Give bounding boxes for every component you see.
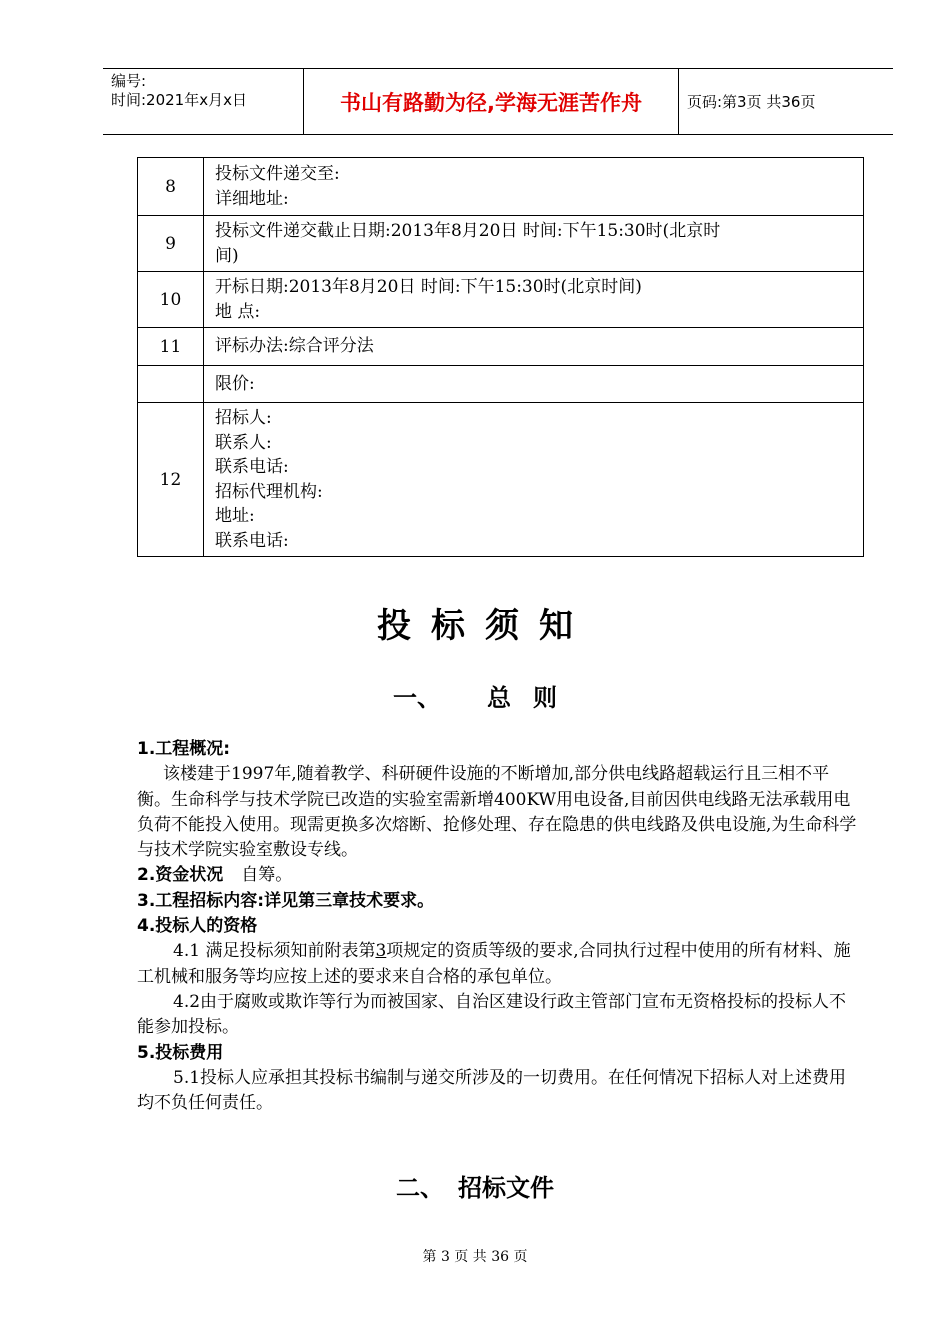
row-line: 开标日期:2013年8月20日 时间:下午15:30时(北京时间) (215, 277, 642, 297)
row-content (204, 403, 864, 557)
paragraph-text: 4.1 满足投标须知前附表第 (173, 941, 376, 962)
section-title-part: 总 (487, 683, 511, 712)
clause-heading: 3.工程招标内容:详见第三章技术要求。 (137, 890, 435, 911)
row-line: 地 点: (215, 301, 261, 322)
row-content (204, 272, 864, 328)
header-time: 时间:2021年x月x日 (111, 91, 247, 109)
header-meta (111, 72, 247, 110)
paragraph-text: 项规定的资质等级的要求,合同执行过程中使用的所有材料、施工机械和服务等均应按上述的要求来自合格的承包单位。 (137, 941, 851, 987)
paragraph: 该楼建于1997年,随着教学、科研硬件设施的不断增加,部分供电线路超载运行且三相不平衡。生命科学与技术学院已改造的实验室需新增400KW用电设备,目前因供电线路无法承载用电负荷不能投入使用。现需更换多次熔断、抢修处理、存在隐患的供电线路及供电设施,为生命科学与技术学院实验室敷设专线。 (137, 764, 857, 861)
tender-info-table (137, 157, 864, 557)
row-content (204, 328, 864, 366)
section-title-part: 则 (533, 683, 557, 712)
clause-heading: 4.投标人的资格 (137, 916, 258, 937)
row-line: 限价: (215, 373, 255, 394)
row-line: 招标人: (215, 408, 272, 428)
section-number: 一、 (393, 683, 441, 712)
table-row (138, 158, 864, 216)
paragraph (137, 939, 862, 990)
underlined-reference: 3 (375, 941, 387, 962)
row-number: 9 (138, 216, 204, 272)
table-row (138, 272, 864, 328)
row-line: 投标文件递交至: (215, 164, 340, 184)
row-line: 详细地址: (215, 188, 289, 209)
row-content (204, 216, 864, 272)
row-line: 地址: (215, 506, 255, 526)
clause-heading: 5.投标费用 (137, 1042, 224, 1063)
section-title: 招标文件 (458, 1173, 554, 1202)
header-number: 编号: (111, 72, 147, 90)
table-row (138, 366, 864, 403)
row-line: 间) (215, 245, 239, 266)
row-content (204, 158, 864, 216)
page-footer: 第 3 页 共 36 页 (422, 1249, 528, 1265)
clause-line (137, 863, 862, 888)
paragraph: 4.2由于腐败或欺诈等行为而被国家、自治区建设行政主管部门宣布无资格投标的投标人不能参加投标。 (137, 991, 847, 1038)
row-number: 11 (138, 328, 204, 366)
table-row (138, 328, 864, 366)
section-body (137, 737, 862, 1116)
clause-heading: 1.工程概况: (137, 739, 231, 759)
header-divider (678, 68, 679, 135)
row-number: 8 (138, 158, 204, 216)
section-heading (0, 1168, 950, 1203)
section-heading (0, 678, 950, 713)
row-line: 评标办法:综合评分法 (215, 336, 374, 357)
row-line: 投标文件递交截止日期:2013年8月20日 时间:下午15:30时(北京时 (215, 221, 721, 241)
clause-value: 自筹。 (241, 865, 293, 886)
row-number (138, 366, 204, 403)
row-content (204, 366, 864, 403)
table-row (138, 403, 864, 557)
paragraph: 5.1投标人应承担其投标书编制与递交所涉及的一切费用。在任何情况下招标人对上述费用均不负任何责任。 (137, 1067, 847, 1114)
row-number: 10 (138, 272, 204, 328)
row-line: 联系电话: (215, 530, 289, 551)
header-page-number: 页码:第3页 共36页 (687, 93, 816, 111)
header-slogan: 书山有路勤为径,学海无涯苦作舟 (340, 90, 642, 115)
table-row (138, 216, 864, 272)
document-title: 投标须知 (377, 606, 593, 646)
row-line: 联系电话: (215, 457, 289, 477)
row-line: 联系人: (215, 432, 272, 453)
page-header (103, 68, 893, 135)
section-number: 二、 (396, 1173, 444, 1202)
row-number: 12 (138, 403, 204, 557)
clause-heading: 2.资金状况 (137, 865, 224, 886)
row-line: 招标代理机构: (215, 481, 323, 502)
